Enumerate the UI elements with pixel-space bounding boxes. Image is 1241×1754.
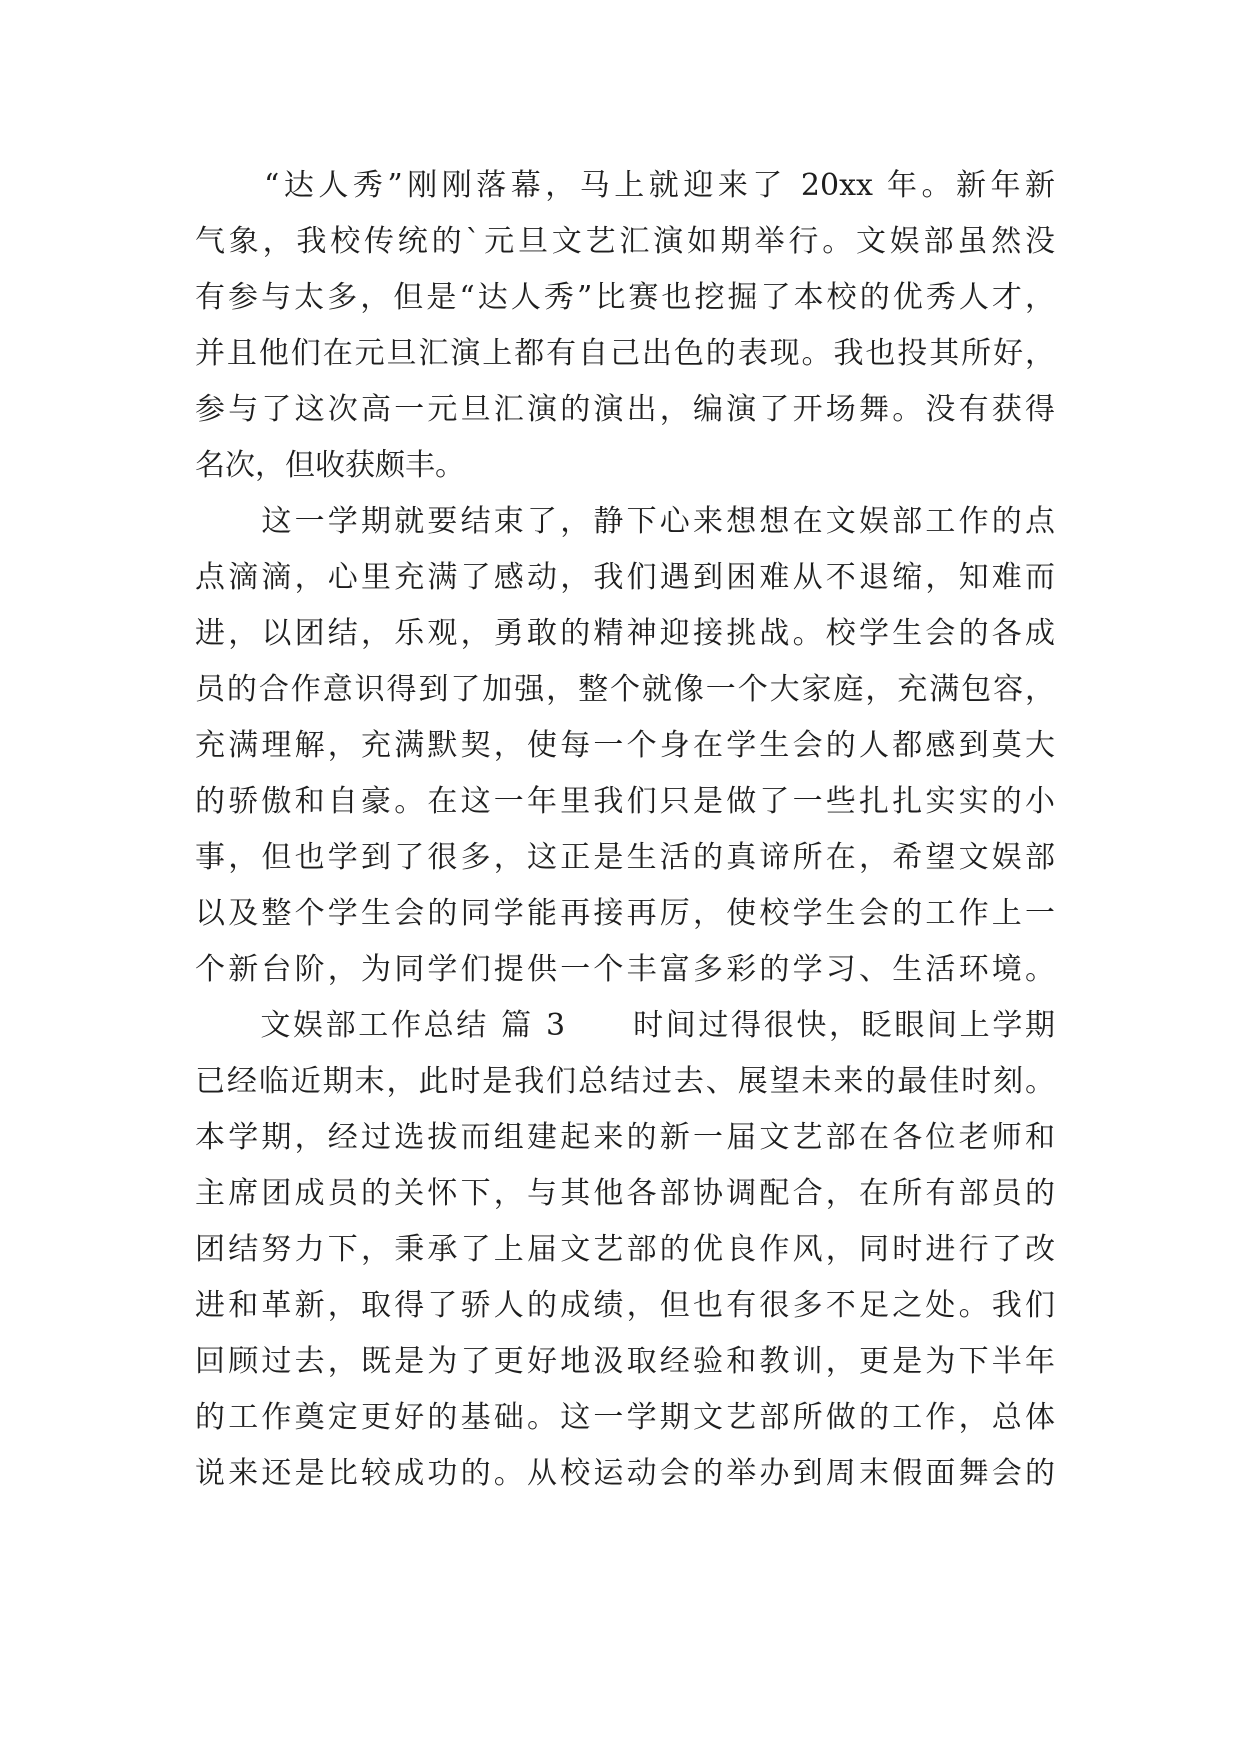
- text-line: 参与了这次高一元旦汇演的演出，编演了开场舞。没有获得: [195, 392, 1055, 427]
- text-line: 事，但也学到了很多，这正是生活的真谛所在，希望文娱部: [195, 840, 1055, 875]
- text-line: 已经临近期末，此时是我们总结过去、展望未来的最佳时刻。: [195, 1064, 1055, 1099]
- text-line: 团结努力下，秉承了上届文艺部的优良作风，同时进行了改: [195, 1232, 1055, 1267]
- text-line: 进和革新，取得了骄人的成绩，但也有很多不足之处。我们: [195, 1288, 1055, 1323]
- text-line: 的工作奠定更好的基础。这一学期文艺部所做的工作，总体: [195, 1400, 1055, 1435]
- text-line: 气象，我校传统的`元旦文艺汇演如期举行。文娱部虽然没: [195, 224, 1055, 259]
- text-line: “达人秀”刚刚落幕，马上就迎来了 20xx 年。新年新: [195, 168, 1055, 203]
- text-line: 有参与太多，但是“达人秀”比赛也挖掘了本校的优秀人才，: [195, 280, 1055, 315]
- document-body: [195, 158, 1055, 1502]
- text-line: 回顾过去，既是为了更好地汲取经验和教训，更是为下半年: [195, 1344, 1055, 1379]
- text-line: 本学期，经过选拔而组建起来的新一届文艺部在各位老师和: [195, 1120, 1055, 1155]
- text-line: 的骄傲和自豪。在这一年里我们只是做了一些扎扎实实的小: [195, 784, 1055, 819]
- text-line: 进，以团结，乐观，勇敢的精神迎接挑战。校学生会的各成: [195, 616, 1055, 651]
- text-line: 这一学期就要结束了，静下心来想想在文娱部工作的点: [195, 504, 1055, 539]
- text-line: 员的合作意识得到了加强，整个就像一个大家庭，充满包容，: [195, 672, 1055, 707]
- text-line: 主席团成员的关怀下，与其他各部协调配合，在所有部员的: [195, 1176, 1055, 1211]
- text-line: 充满理解，充满默契，使每一个身在学生会的人都感到莫大: [195, 728, 1055, 763]
- text-line: 并且他们在元旦汇演上都有自己出色的表现。我也投其所好，: [195, 336, 1055, 371]
- text-line: 文娱部工作总结 篇 3 时间过得很快，眨眼间上学期: [195, 1008, 1055, 1043]
- text-line: 点滴滴，心里充满了感动，我们遇到困难从不退缩，知难而: [195, 560, 1055, 595]
- text-line: 名次，但收获颇丰。: [195, 448, 465, 483]
- text-line: 个新台阶，为同学们提供一个丰富多彩的学习、生活环境。: [195, 952, 1055, 987]
- text-line: 以及整个学生会的同学能再接再厉，使校学生会的工作上一: [195, 896, 1055, 931]
- text-line: 说来还是比较成功的。从校运动会的举办到周末假面舞会的: [195, 1456, 1055, 1491]
